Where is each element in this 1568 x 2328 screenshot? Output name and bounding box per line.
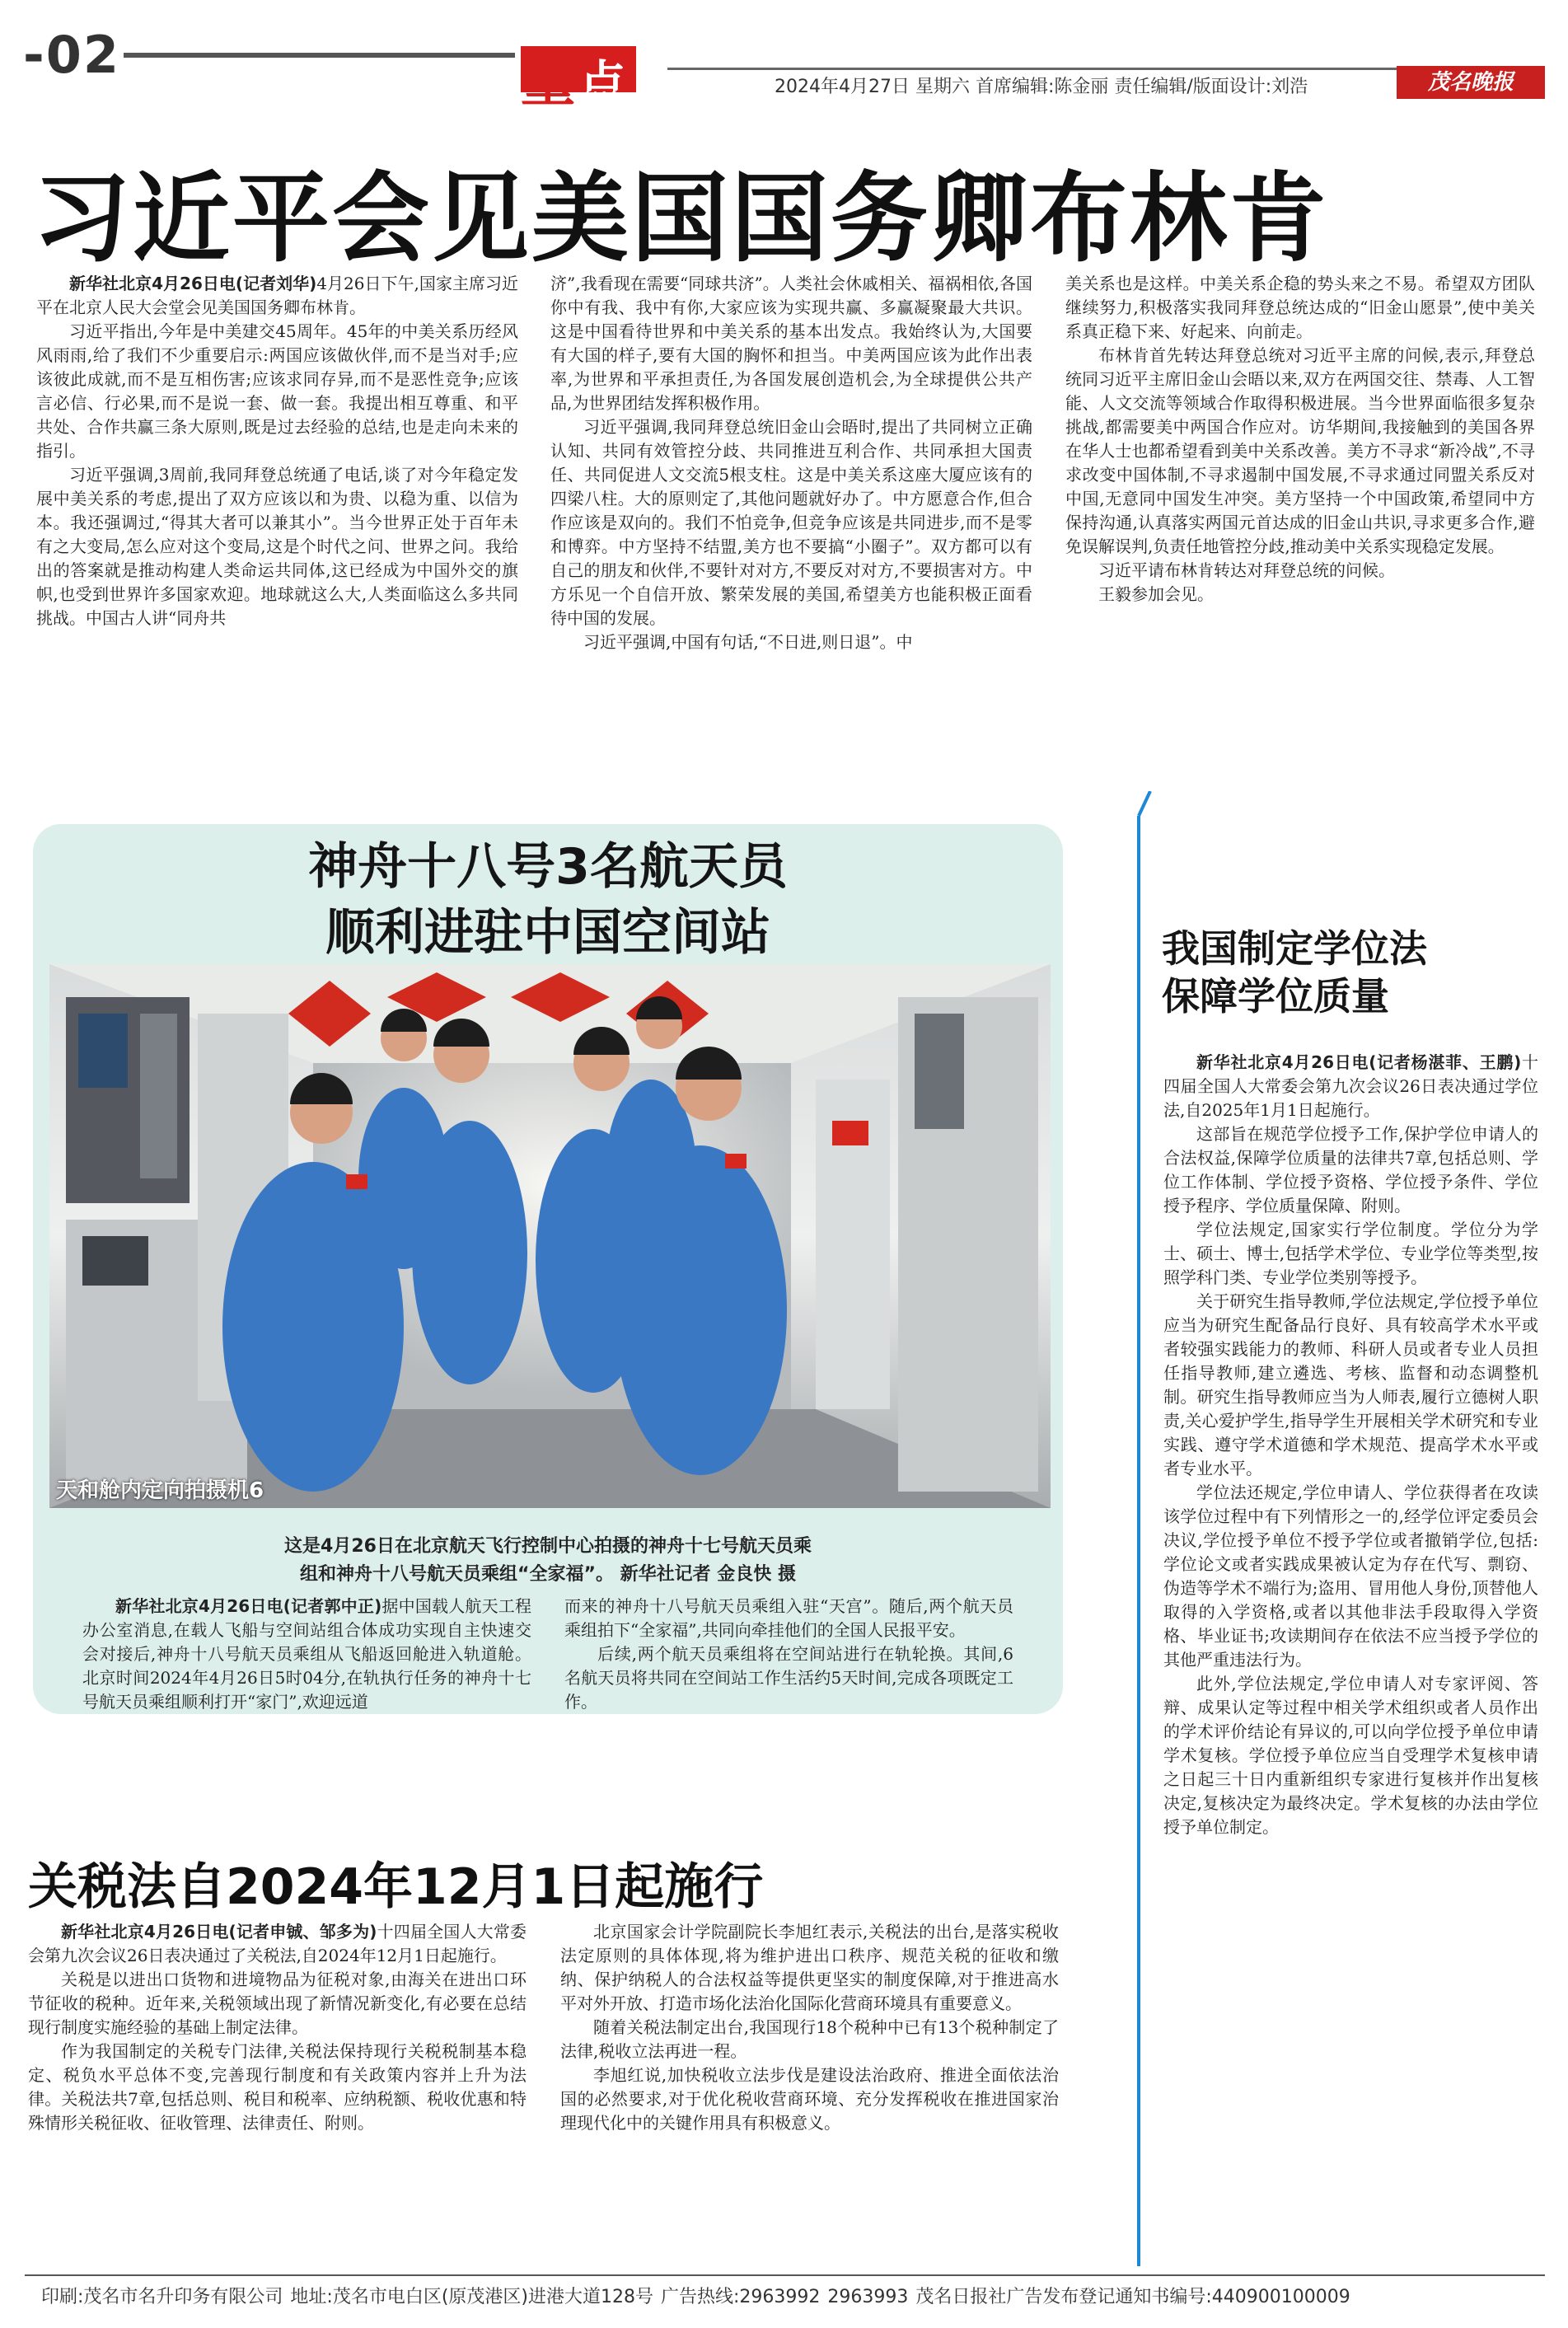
tariff-headline: 关税法自2024年12月1日起施行 <box>28 1858 764 1916</box>
paragraph <box>564 1595 1013 1642</box>
section-tag <box>521 23 636 114</box>
paragraph-text: 美关系也是这样。中美关系企稳的势头来之不易。希望双方团队继续努力,积极落实我同拜登总统达成的“旧金山愿景”,使中美关系真正稳下来、好起来、向前走。 <box>1065 274 1535 341</box>
paragraph <box>550 272 1032 415</box>
photo-banner: 天和舱内定向拍摄机6 <box>56 1478 264 1503</box>
paragraph <box>1163 1051 1538 1122</box>
paragraph <box>560 1920 1059 2016</box>
paragraph <box>560 2016 1059 2063</box>
photo-caption-line-1: 这是4月26日在北京航天飞行控制中心拍摄的神舟十七号航天员乘 <box>284 1536 812 1557</box>
paragraph <box>550 630 1032 654</box>
dateline: 新华社北京4月26日电(记者郭中正) <box>115 1596 382 1616</box>
issue-meta: 2024年4月27日 星期六 首席编辑:陈金丽 责任编辑/版面设计:刘浩 <box>775 77 1308 97</box>
paragraph-text: 而来的神舟十八号航天员乘组入驻“天宫”。随后,两个航天员乘组拍下“全家福”,共同向牵挂他们的全国人民报平安。 <box>564 1596 1013 1640</box>
footer-imprint: 印刷:茂名市名升印务有限公司 地址:茂名市电白区(原茂港区)进港大道128号 广告热线:2963992 2963993 茂名日报社广告发布登记通知书编号:440900100009 <box>41 2287 1350 2307</box>
paragraph <box>82 1595 531 1714</box>
paragraph-text: 学位法还规定,学位申请人、学位获得者在攻读该学位过程中有下列情形之一的,经学位评定委员会决议,学位授予单位不授予学位或者撤销学位,包括:学位论文或者实践成果被认定为存在代写、剽窃、伪造等学术不端行为;盗用、冒用他人身份,顶替他人取得的入学资格,或者以其他非法手段取得入学资格、毕业证书;攻读期间存在依法不应当授予学位的其他严重违法行为。 <box>1163 1483 1538 1670</box>
paragraph-text: 十四届全国人大常委会第九次会议26日表决通过学位法,自2025年1月1日起施行。 <box>1163 1052 1538 1120</box>
main-headline: 习近平会见美国国务卿布林肯 <box>33 162 1330 275</box>
shenzhou-col-1 <box>82 1595 531 1714</box>
section-char-1: 重 <box>521 50 575 114</box>
page-number: -02 <box>23 25 121 85</box>
paragraph-text: 关于研究生指导教师,学位法规定,学位授予单位应当为研究生配备品行良好、具有较高学术水平或者较强实践能力的教师、科研人员或者专业人员担任指导教师,建立遴选、考核、监督和动态调整机制。研究生指导教师应当为人师表,履行立德树人职责,关心爱护学生,指导学生开展相关学术研究和专业实践、遵守学术道德和学术规范、提高学术水平或者专业水平。 <box>1163 1291 1538 1478</box>
paragraph-text: 习近平强调,中国有句话,“不日进,则日退”。中 <box>583 632 913 652</box>
paragraph-text: 习近平强调,我同拜登总统旧金山会晤时,提出了共同树立正确认知、共同有效管控分歧、共同推进互利合作、共同承担大国责任、共同促进人文交流5根支柱。这是中美关系这座大厦应该有的四梁八柱。大的原则定了,其他问题就好办了。中方愿意合作,但合作应该是双向的。我们不怕竞争,但竞争应该是共同进步,而不是零和博弈。中方坚持不结盟,美方也不要搞“小圈子”。双方都可以有自己的朋友和伙伴,不要针对对方,不要反对对方,不要损害对方。中方乐见一个自信开放、繁荣发展的美国,希望美方也能积极正面看待中国的发展。 <box>550 417 1032 628</box>
paragraph-text: 布林肯首先转达拜登总统对习近平主席的问候,表示,拜登总统同习近平主席旧金山会晤以来,双方在两国交往、禁毒、人工智能、人文交流等领域合作取得积极进展。当今世界面临很多复杂挑战,都需要美中两国合作应对。访华期间,我接触到的美国各界在华人士也都希望看到美中关系改善。美方不寻求“新冷战”,不寻求改变中国体制,不寻求遏制中国发展,不寻求通过同盟关系反对中国,无意同中国发生冲突。美方坚持一个中国政策,希望同中方保持沟通,认真落实两国元首达成的旧金山共识,寻求更多合作,避免误解误判,负责任地管控分歧,推动美中关系实现稳定发展。 <box>1065 345 1535 556</box>
paragraph-text: 王毅参加会见。 <box>1098 584 1214 604</box>
paragraph <box>36 463 518 630</box>
paragraph-text: 李旭红说,加快税收立法步伐是建设法治政府、推进全面依法治国的必然要求,对于优化税收营商环境、充分发挥税收在推进国家治理现代化中的关键作用具有积极意义。 <box>560 2065 1059 2133</box>
photo-caption <box>33 1533 1063 1589</box>
paragraph-text: 习近平强调,3周前,我同拜登总统通了电话,谈了对今年稳定发展中美关系的考虑,提出了双方应该以和为贵、以稳为重、以信为本。我还强调过,“得其大者可以兼其小”。当今世界正处于百年未有之大变局,怎么应对这个变局,这是个时代之问、世界之问。我给出的答案就是推动构建人类命运共同体,这已经成为中国外交的旗帜,也受到世界许多国家欢迎。地球就这么大,人类面临这么多共同挑战。中国古人讲“同舟共 <box>36 465 518 628</box>
astronaut-photo <box>49 964 1051 1508</box>
paragraph-text: 学位法规定,国家实行学位制度。学位分为学士、硕士、博士,包括学术学位、专业学位等类型,按照学科门类、专业学位类别等授予。 <box>1163 1220 1538 1287</box>
degree-headline-line-1: 我国制定学位法 <box>1162 926 1427 971</box>
astronaut-photo-illustration <box>49 964 1051 1508</box>
degree-article-blue-rule <box>1137 791 1152 2266</box>
degree-headline-line-2: 保障学位质量 <box>1162 974 1389 1019</box>
paragraph <box>28 2040 527 2135</box>
paragraph-text: 北京国家会计学院副院长李旭红表示,关税法的出台,是落实税收法定原则的具体体现,将为维护进出口秩序、规范关税的征收和缴纳、保护纳税人的合法权益等提供更坚实的制度保障,对于推进高水平对外开放、打造市场化法治化国际化营商环境具有重要意义。 <box>560 1922 1059 2013</box>
paragraph <box>1163 1218 1538 1290</box>
degree-article-body <box>1163 1051 1538 1839</box>
paragraph <box>1163 1290 1538 1481</box>
paragraph <box>1065 559 1535 583</box>
paragraph-text: 习近平指出,今年是中美建交45周年。45年的中美关系历经风风雨雨,给了我们不少重要启示:两国应该做伙伴,而不是当对手;应该彼此成就,而不是互相伤害;应该求同存异,而不是恶性竞争;应该言必信、行必果,而不是说一套、做一套。我提出相互尊重、和平共处、合作共赢三条大原则,既是过去经验的总结,也是走向未来的指引。 <box>36 321 518 461</box>
paragraph-text: 作为我国制定的关税专门法律,关税法保持现行关税税制基本稳定、税负水平总体不变,完善现行制度和有关政策内容并上升为法律。关税法共7章,包括总则、税目和税率、应纳税额、税收优惠和特殊情形关税征收、征收管理、法律责任、附则。 <box>28 2041 527 2133</box>
paragraph <box>36 272 518 320</box>
paragraph <box>1163 1481 1538 1672</box>
paragraph <box>1163 1672 1538 1839</box>
main-article-col-2 <box>550 272 1032 654</box>
paragraph <box>1065 583 1535 607</box>
main-article-col-1 <box>36 272 518 630</box>
tariff-col-2 <box>560 1920 1059 2135</box>
paragraph-text: 后续,两个航天员乘组将在空间站进行在轨轮换。其间,6名航天员将共同在空间站工作生活约5天时间,完成各项既定工作。 <box>564 1644 1013 1712</box>
paragraph <box>560 2063 1059 2135</box>
photo-caption-line-2: 组和神舟十八号航天员乘组“全家福”。 新华社记者 金良快 摄 <box>300 1564 796 1585</box>
main-article-col-3 <box>1065 272 1535 607</box>
dateline: 新华社北京4月26日电(记者刘华) <box>69 274 317 293</box>
section-char-2: 点 <box>578 55 627 111</box>
paragraph <box>28 1920 527 1968</box>
paragraph-text: 十四届全国人大常委会第九次会议26日表决通过了关税法,自2024年12月1日起施行。 <box>28 1922 527 1965</box>
shenzhou-headline-line-2: 顺利进驻中国空间站 <box>325 904 770 962</box>
paragraph-text: 4月26日下午,国家主席习近平在北京人民大会堂会见美国国务卿布林肯。 <box>36 274 519 317</box>
paragraph <box>28 1968 527 2040</box>
paragraph-text: 习近平请布林肯转达对拜登总统的问候。 <box>1098 560 1395 580</box>
dateline: 新华社北京4月26日电(记者申铖、邹多为) <box>61 1922 377 1942</box>
tariff-col-1 <box>28 1920 527 2135</box>
footer-rule <box>25 2274 1545 2276</box>
newspaper-logo: 茂名晚报 <box>1397 66 1545 99</box>
paragraph-text: 据中国载人航天工程办公室消息,在载人飞船与空间站组合体成功实现自主快速交会对接后,神舟十八号航天员乘组从飞船返回舱进入轨道舱。北京时间2024年4月26日5时04分,在轨执行任务的神舟十七号航天员乘组顺利打开“家门”,欢迎远道 <box>82 1596 532 1712</box>
header-rule <box>124 53 515 58</box>
degree-article-headline <box>1162 925 1533 1020</box>
shenzhou-headline <box>33 824 1063 966</box>
shenzhou-col-2 <box>564 1595 1013 1714</box>
paragraph-text: 随着关税法制定出台,我国现行18个税种中已有13个税种制定了法律,税收立法再进一程。 <box>560 2017 1059 2061</box>
paragraph-text: 此外,学位法规定,学位申请人对专家评阅、答辩、成果认定等过程中相关学术组织或者人员作出的学术评价结论有异议的,可以向学位授予单位申请学术复核。学位授予单位应当自受理学术复核申请之日起三十日内重新组织专家进行复核并作出复核决定,复核决定为最终决定。学术复核的办法由学位授予单位制定。 <box>1163 1674 1538 1837</box>
dateline: 新华社北京4月26日电(记者杨湛菲、王鹏) <box>1196 1052 1522 1072</box>
paragraph <box>564 1642 1013 1714</box>
paragraph <box>36 320 518 463</box>
paragraph <box>550 415 1032 630</box>
paragraph-text: 关税是以进出口货物和进境物品为征税对象,由海关在进出口环节征收的税种。近年来,关税领域出现了新情况新变化,有必要在总结现行制度实施经验的基础上制定法律。 <box>28 1970 527 2037</box>
paragraph <box>1065 272 1535 344</box>
paragraph-text: 这部旨在规范学位授予工作,保护学位申请人的合法权益,保障学位质量的法律共7章,包括总则、学位工作体制、学位授予资格、学位授予条件、学位授予程序、学位质量保障、附则。 <box>1163 1124 1538 1216</box>
paragraph-text: 济”,我看现在需要“同球共济”。人类社会休戚相关、福祸相依,各国你中有我、我中有你,大家应该为实现共赢、多赢凝聚最大共识。这是中国看待世界和中美关系的基本出发点。我始终认为,大国要有大国的样子,要有大国的胸怀和担当。中美两国应该为此作出表率,为世界和平承担责任,为各国发展创造机会,为全球提供公共产品,为世界团结发挥积极作用。 <box>550 274 1032 413</box>
paragraph <box>1163 1122 1538 1218</box>
paragraph <box>1065 344 1535 559</box>
shenzhou-headline-line-1: 神舟十八号3名航天员 <box>308 838 788 896</box>
